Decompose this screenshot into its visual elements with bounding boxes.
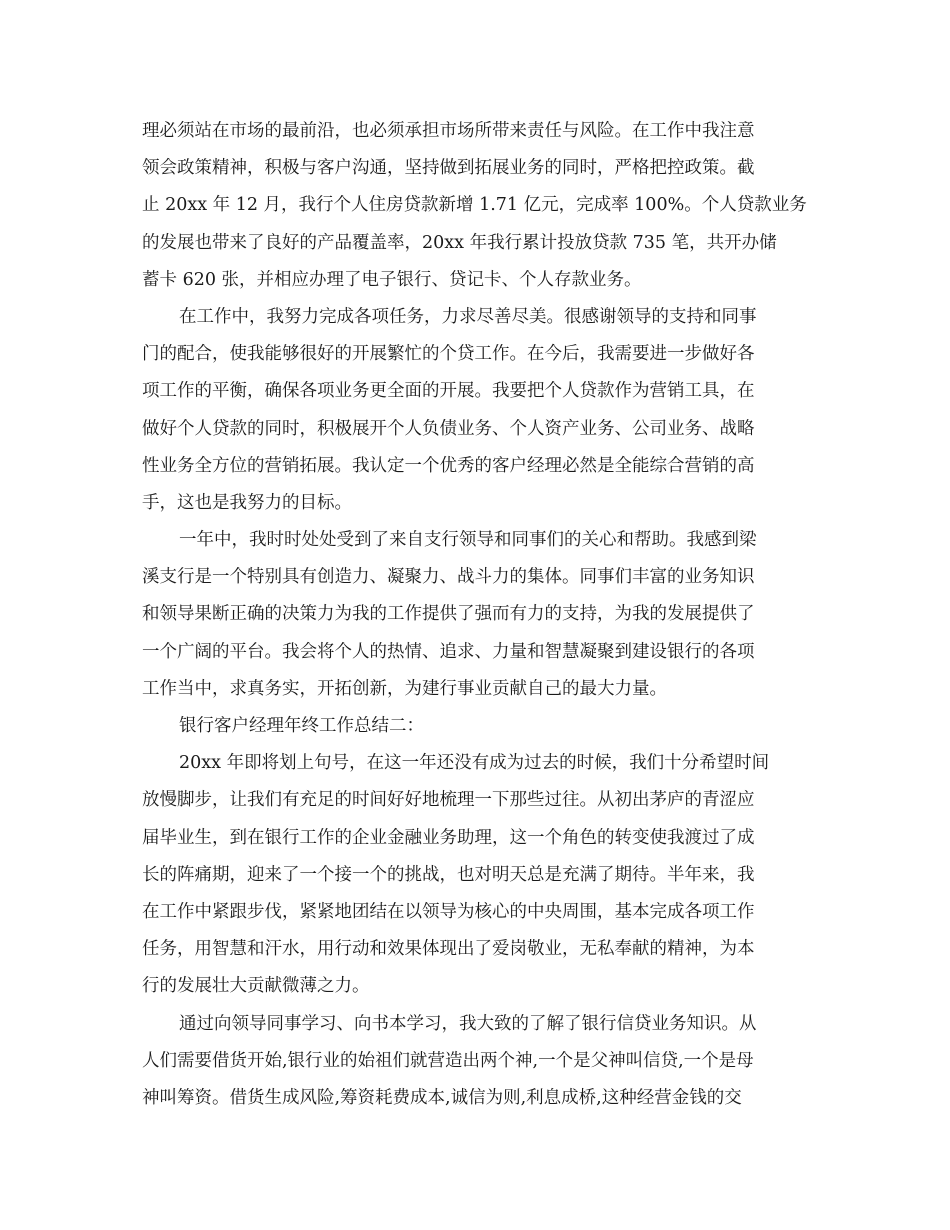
- text-line: 放慢脚步，让我们有充足的时间好好地梳理一下那些过往。从初出茅庐的青涩应: [142, 790, 755, 811]
- document-body: [142, 113, 812, 1117]
- text-line: 人们需要借货开始,银行业的始祖们就营造出两个神,一个是父神叫信贷,一个是母: [142, 1050, 754, 1071]
- text-line: 溪支行是一个特别具有创造力、凝聚力、战斗力的集体。同事们丰富的业务知识: [142, 567, 755, 588]
- text-line: 行的发展壮大贡献微薄之力。: [142, 976, 370, 997]
- text-line: 长的阵痛期，迎来了一个接一个的挑战，也对明天总是充满了期待。半年来，我: [142, 864, 755, 885]
- text-line: 的发展也带来了良好的产品覆盖率，20xx 年我行累计投放贷款 735 笔，共开办储: [142, 232, 777, 253]
- text-line: 性业务全方位的营销拓展。我认定一个优秀的客户经理必然是全能综合营销的高: [142, 455, 755, 476]
- text-line: 领会政策精神，积极与客户沟通，坚持做到拓展业务的同时，严格把控政策。截: [142, 158, 755, 179]
- paragraph-first-line: 一年中，我时时处处受到了来自支行领导和同事们的关心和帮助。我感到梁: [179, 530, 757, 551]
- paragraph-first-line: 通过向领导同事学习、向书本学习，我大致的了解了银行信贷业务知识。从: [179, 1013, 757, 1034]
- text-line: 任务，用智慧和汗水，用行动和效果体现出了爱岗敬业，无私奉献的精神，为本: [142, 939, 755, 960]
- paragraph-first-line: 20xx 年即将划上句号，在这一年还没有成为过去的时候，我们十分希望时间: [179, 753, 770, 774]
- paragraph-first-line: 在工作中，我努力完成各项任务，力求尽善尽美。很感谢领导的支持和同事: [179, 306, 757, 327]
- text-line: 在工作中紧跟步伐，紧紧地团结在以领导为核心的中央周围，基本完成各项工作: [142, 901, 755, 922]
- text-line: 理必须站在市场的最前沿，也必须承担市场所带来责任与风险。在工作中我注意: [142, 121, 755, 141]
- text-line: 手，这也是我努力的目标。: [142, 492, 352, 513]
- text-line: 届毕业生，到在银行工作的企业金融业务助理，这一个角色的转变使我渡过了成: [142, 827, 755, 848]
- text-line: 蓄卡 620 张，并相应办理了电子银行、贷记卡、个人存款业务。: [142, 269, 642, 290]
- text-line: 做好个人贷款的同时，积极展开个人负债业务、个人资产业务、公司业务、战略: [142, 418, 755, 439]
- text-line: 项工作的平衡，确保各项业务更全面的开展。我要把个人贷款作为营销工具，在: [142, 381, 755, 402]
- text-line: 门的配合，使我能够很好的开展繁忙的个贷工作。在今后，我需要进一步做好各: [142, 344, 755, 365]
- text-line: 和领导果断正确的决策力为我的工作提供了强而有力的支持，为我的发展提供了: [142, 604, 755, 625]
- text-line: 一个广阔的平台。我会将个人的热情、追求、力量和智慧凝聚到建设银行的各项: [142, 641, 755, 662]
- text-line: 工作当中，求真务实，开拓创新，为建行事业贡献自己的最大力量。: [142, 678, 667, 699]
- text-line: 神叫筹资。借货生成风险,筹资耗费成本,诚信为则,利息成桥,这种经营金钱的交: [142, 1087, 742, 1108]
- text-line: 止 20xx 年 12 月，我行个人住房贷款新增 1.71 亿元，完成率 100%。个人贷款业务: [142, 195, 807, 216]
- paragraph-first-line: 银行客户经理年终工作总结二：: [179, 716, 424, 736]
